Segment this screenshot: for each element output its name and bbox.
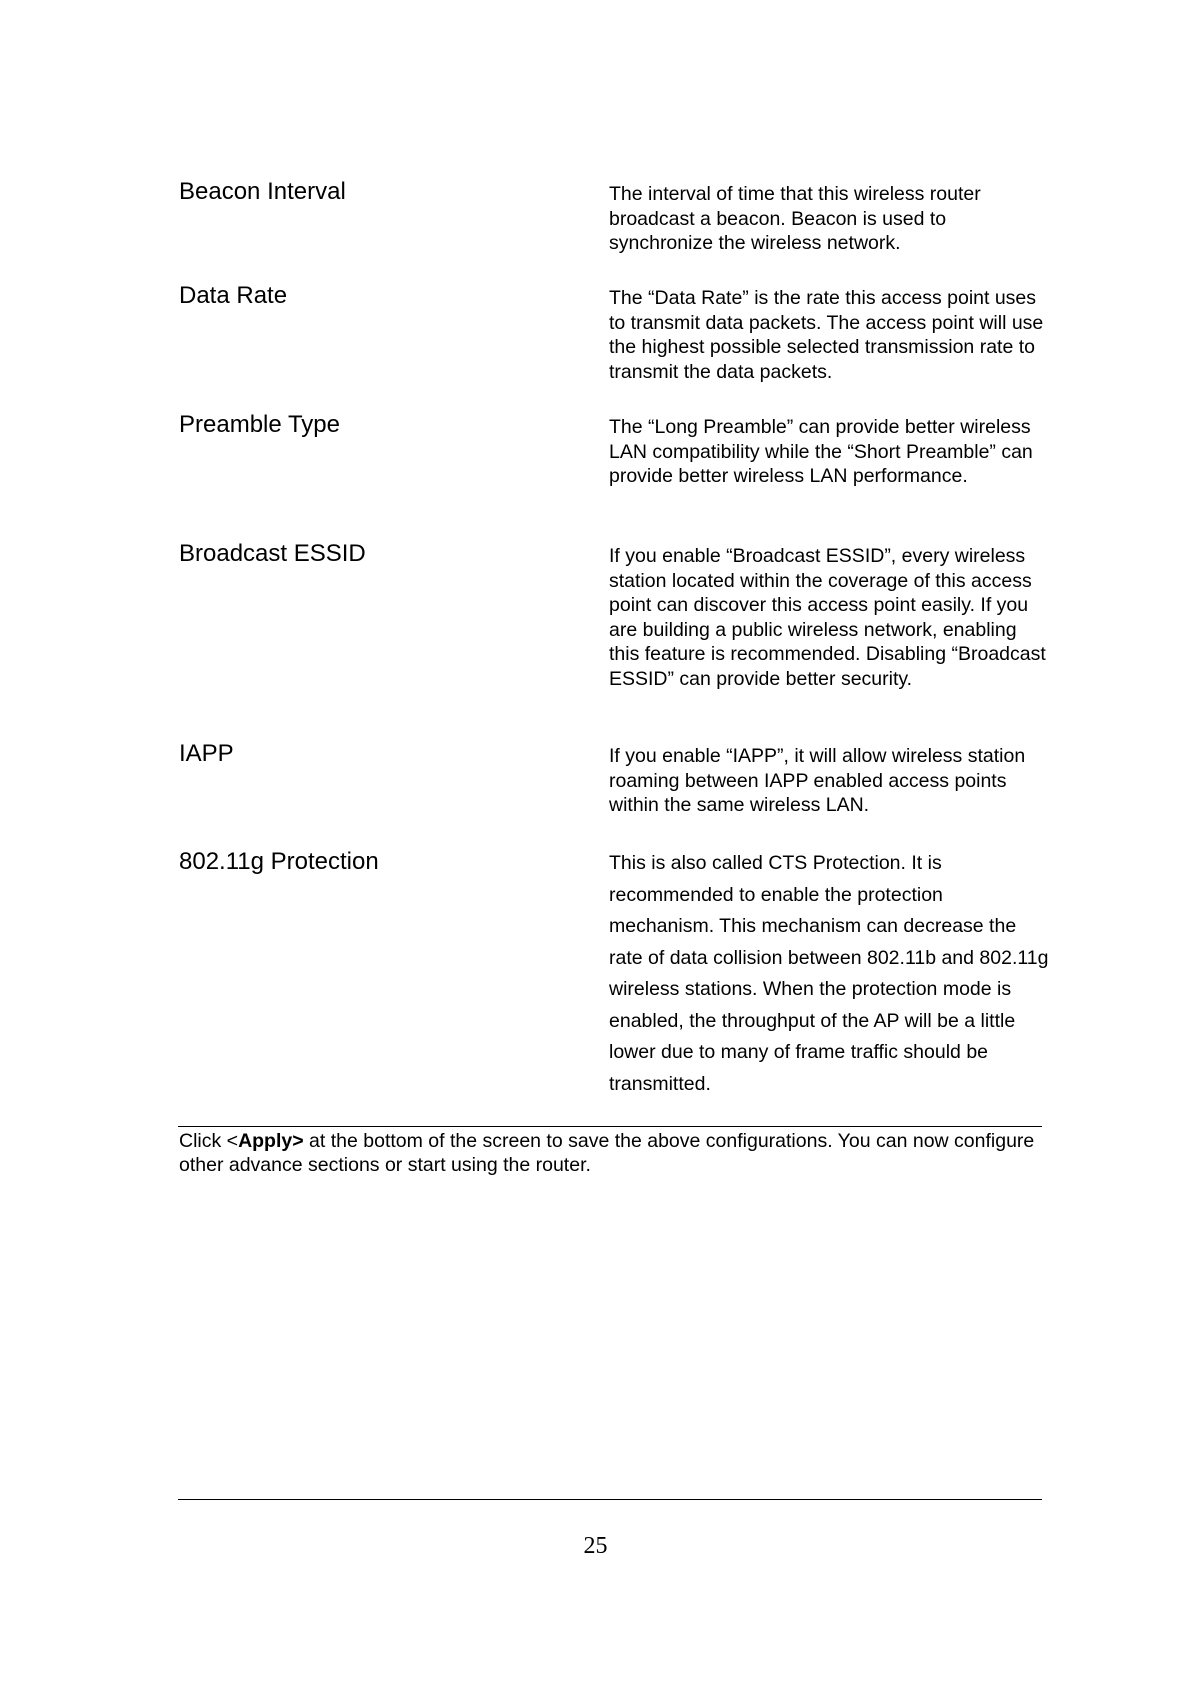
setting-description-data-rate: The “Data Rate” is the rate this access point uses to transmit data packets. The access point will use the highest possible selected transmission rate to transmit the data packets. <box>609 287 1044 383</box>
setting-term-beacon-interval: Beacon Interval <box>179 178 346 205</box>
setting-description-broadcast-essid: If you enable “Broadcast ESSID”, every wireless station located within the coverage of this access point can discover this access point easily. If you are building a public wireless network, enabling this feature is recommended. Disabling “Broadcast ESSID” can provide better security. <box>609 545 1046 690</box>
footer-divider <box>178 1499 1042 1500</box>
setting-term-iapp: IAPP <box>179 740 234 767</box>
note-suffix: at the bottom of the screen to save the above configurations. You can now configure other advance sections or start using the router. <box>179 1130 1035 1176</box>
note-divider <box>178 1126 1042 1127</box>
note-prefix: Click < <box>179 1130 239 1152</box>
setting-term-broadcast-essid: Broadcast ESSID <box>179 540 366 567</box>
setting-description-beacon-interval: The interval of time that this wireless router broadcast a beacon. Beacon is used to synchronize the wireless network. <box>609 183 981 254</box>
setting-term-preamble-type: Preamble Type <box>179 411 340 438</box>
setting-term-80211g-protection: 802.11g Protection <box>179 848 379 875</box>
setting-description-80211g-protection: This is also called CTS Protection. It is recommended to enable the protection mechanism. This mechanism can decrease the rate of data collision between 802.11b and 802.11g wireless stations. When the protection mode is enabled, the throughput of the AP will be a little lower due to many of frame traffic should be transmitted. <box>609 852 1049 1095</box>
setting-description-iapp: If you enable “IAPP”, it will allow wireless station roaming between IAPP enabled access points within the same wireless LAN. <box>609 745 1026 816</box>
setting-description-preamble-type: The “Long Preamble” can provide better wireless LAN compatibility while the “Short Preamble” can provide better wireless LAN performance. <box>609 416 1033 487</box>
apply-note <box>179 1129 1049 1177</box>
setting-term-data-rate: Data Rate <box>179 282 288 309</box>
page-number: 25 <box>583 1533 608 1559</box>
apply-label: Apply> <box>238 1130 304 1152</box>
